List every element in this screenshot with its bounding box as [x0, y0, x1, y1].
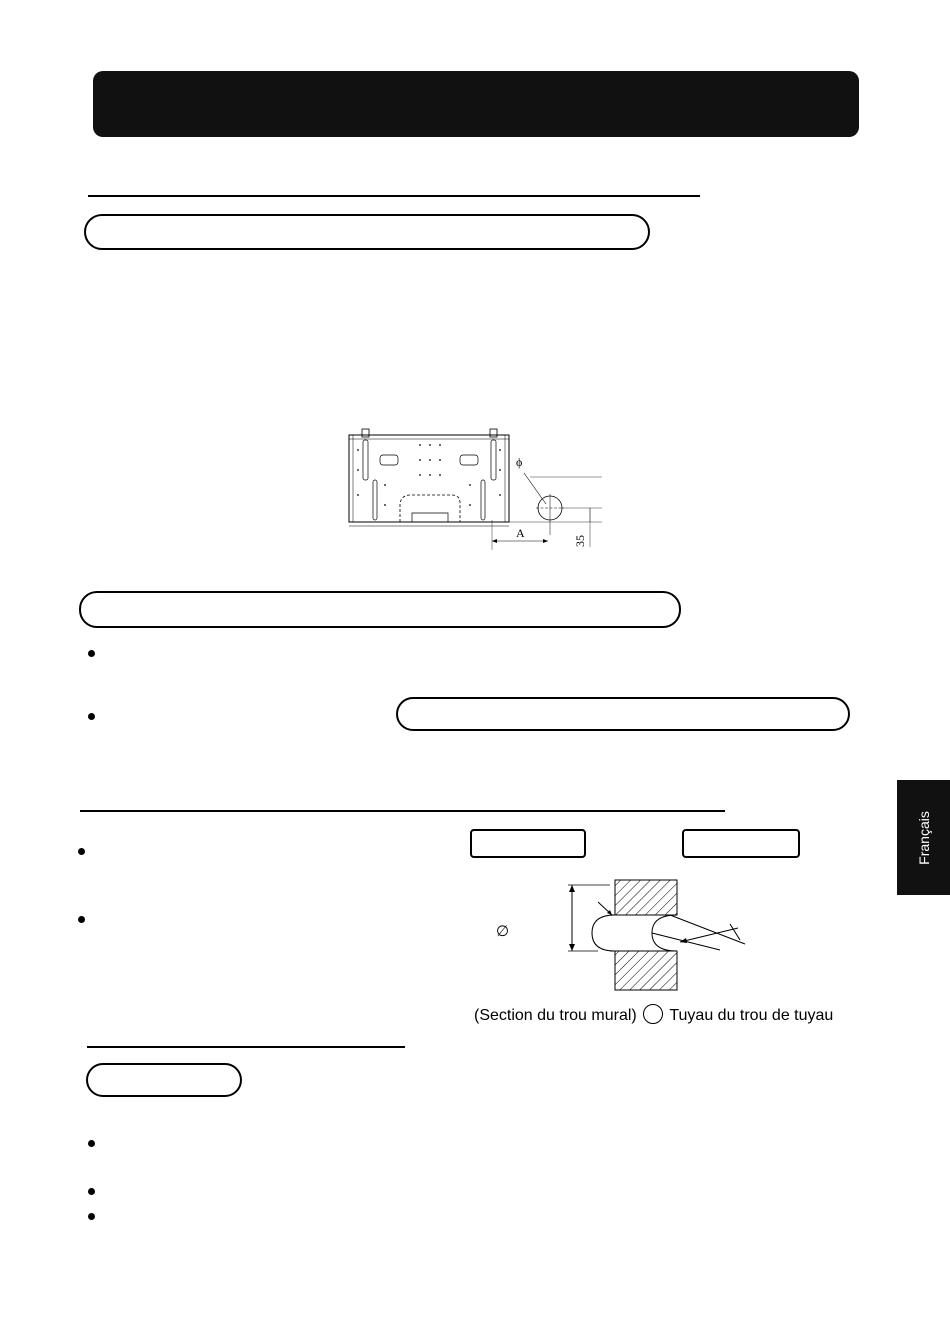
bullet	[78, 916, 85, 923]
diameter-symbol: ∅	[496, 924, 510, 940]
bullet	[78, 848, 85, 855]
dimension-a-label: A	[516, 526, 525, 540]
section-divider-4	[87, 1046, 405, 1048]
bullet	[88, 650, 95, 657]
label-box-right	[682, 829, 800, 858]
page-title-bar	[93, 71, 859, 137]
note-pill	[396, 697, 850, 731]
section-divider-3	[80, 810, 725, 812]
bullet	[88, 1213, 95, 1220]
label-box-left	[470, 829, 586, 858]
section-heading-pill-2	[79, 591, 681, 628]
section-heading-pill-1	[84, 214, 650, 250]
language-tab-label: Français	[915, 810, 932, 865]
language-side-tab	[897, 780, 950, 895]
caption-left-text: (Section du trou mural)	[474, 1007, 637, 1024]
section-divider-1	[88, 195, 700, 197]
mounting-plate-diagram	[340, 425, 610, 555]
wall-hole-section-diagram	[480, 872, 760, 997]
wall-section-caption	[474, 1004, 833, 1025]
bullet	[88, 1140, 95, 1147]
dimension-35-label: 35	[573, 535, 587, 547]
phi-label: ϕ	[516, 455, 523, 469]
section-heading-pill-4	[86, 1063, 242, 1097]
caption-right-text: Tuyau du trou de tuyau	[669, 1007, 834, 1024]
bullet	[88, 713, 95, 720]
bullet	[88, 1188, 95, 1195]
circle-marker-icon	[643, 1004, 663, 1024]
